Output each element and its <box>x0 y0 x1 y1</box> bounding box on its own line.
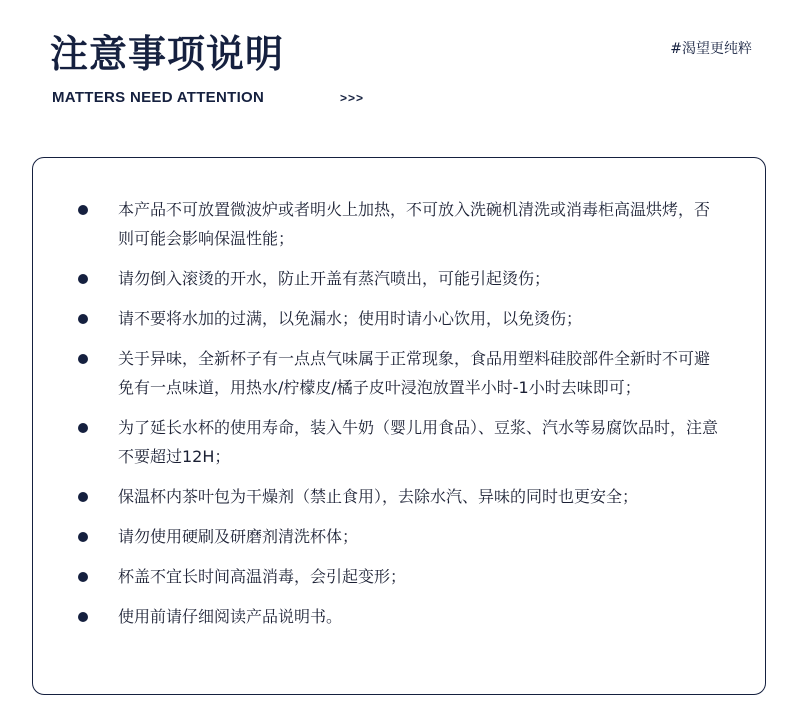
page-title: 注意事项说明 <box>50 32 285 76</box>
list-item <box>78 264 718 293</box>
list-item <box>78 482 718 511</box>
list-item <box>78 522 718 551</box>
note-text: 关于异味，全新杯子有一点点气味属于正常现象，食品用塑料硅胶部件全新时不可避免有一点味道，用热水/柠檬皮/橘子皮叶浸泡放置半小时-1小时去味即可； <box>118 349 711 397</box>
note-text: 请勿使用硬刷及研磨剂清洗杯体； <box>118 527 359 546</box>
notes-card <box>32 157 766 695</box>
arrows-decoration: >>> <box>340 91 365 105</box>
note-text: 为了延长水杯的使用寿命，装入牛奶（婴儿用食品）、豆浆、汽水等易腐饮品时，注意不要超过12H； <box>118 418 719 466</box>
bullet-dot-icon <box>78 492 88 502</box>
list-item <box>78 195 718 253</box>
list-item <box>78 413 718 471</box>
bullet-dot-icon <box>78 423 88 433</box>
bullet-dot-icon <box>78 354 88 364</box>
note-text: 本产品不可放置微波炉或者明火上加热，不可放入洗碗机清洗或消毒柜高温烘烤，否则可能会影响保温性能； <box>118 200 711 248</box>
note-text: 保温杯内茶叶包为干燥剂（禁止食用），去除水汽、异味的同时也更安全； <box>118 487 639 506</box>
note-text: 使用前请仔细阅读产品说明书。 <box>118 607 343 626</box>
bullet-dot-icon <box>78 274 88 284</box>
note-text: 请不要将水加的过满，以免漏水；使用时请小心饮用，以免烫伤； <box>118 309 583 328</box>
notes-list <box>78 195 718 642</box>
list-item <box>78 304 718 333</box>
bullet-dot-icon <box>78 572 88 582</box>
page-subtitle: MATTERS NEED ATTENTION <box>52 89 265 106</box>
bullet-dot-icon <box>78 205 88 215</box>
brand-hashtag: #渴望更纯粹 <box>670 41 752 57</box>
list-item <box>78 602 718 631</box>
list-item <box>78 344 718 402</box>
note-text: 杯盖不宜长时间高温消毒，会引起变形； <box>118 567 407 586</box>
bullet-dot-icon <box>78 532 88 542</box>
list-item <box>78 562 718 591</box>
note-text: 请勿倒入滚烫的开水，防止开盖有蒸汽喷出，可能引起烫伤； <box>118 269 551 288</box>
bullet-dot-icon <box>78 612 88 622</box>
bullet-dot-icon <box>78 314 88 324</box>
